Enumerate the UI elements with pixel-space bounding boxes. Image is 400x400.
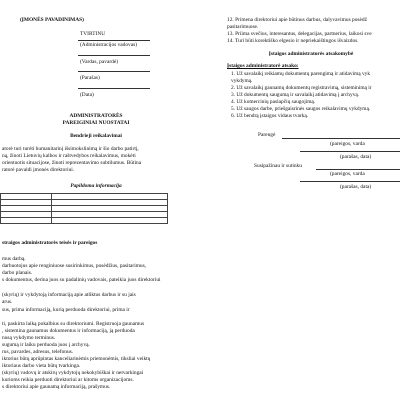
- doc-title-1: ADMINISTRATORĖS: [69, 113, 123, 119]
- rights-line: mus darbą.: [2, 256, 26, 262]
- top-list-line: pasitarimuose.: [227, 24, 259, 30]
- top-list-line: 12. Primena direktoriui apie būtinus darbus, dalyvavimus posėdž: [227, 17, 367, 23]
- intro-line-4: ratorė pavaldi įmonės direktoriui.: [2, 167, 75, 173]
- rights-line: nusą vykdymo terminus.: [2, 335, 56, 341]
- extra-info-table: [0, 193, 168, 224]
- left-page: [0, 0, 196, 400]
- rights-line: rus, pavardes, adresus, telefonus.: [2, 349, 74, 355]
- top-list-line: 13. Priima svečius, interesantus, delegacijas, partnerius, laikosi sve: [227, 31, 372, 37]
- resp-list-line: 5. Už saugos darbe, priešgaisrinės saugos reikalavimų vykdymą.: [231, 106, 371, 112]
- prepared-date-line: [300, 151, 400, 152]
- rights-line: , sistemina gaunamus dokumentus ir informaciją, ją perduoda: [2, 328, 135, 334]
- rights-line: s direktoriui apie gaunamą informaciją, prašymus.: [2, 384, 111, 390]
- read-caption: (pareigos, varda: [330, 171, 365, 177]
- rights-line: arus.: [2, 299, 13, 305]
- rights-line: iktoriaus darbo vieta būtų tvarkinga.: [2, 363, 81, 369]
- sign-field-3: (Parašas): [80, 75, 100, 81]
- sign-line-4: [78, 88, 150, 89]
- rights-line: s dokumentus, derina juos su padalinių vadovais, pateikia juos direktoriui: [2, 277, 161, 283]
- rights-line: sus, prima informaciją, kurią perduoda direktoriui, prima ir: [2, 307, 130, 313]
- rights-line: (skyrių) vadovų ir atskirų vykdytojų nekokybiškai ir netvarkingai: [2, 370, 144, 376]
- prepared-date-caption: (parašas, data): [340, 154, 372, 160]
- resp-list-line: 1. Už savalaikį reikiamų dokumentų parengimą ir atidavimą vyk: [231, 71, 371, 77]
- rights-line: darbuotojus apie renginiuose susirinkimus, posėdžius, pasitarimus,: [2, 263, 147, 269]
- sign-line-1: [78, 40, 150, 41]
- prepared-caption: (pareigos, varda: [330, 141, 365, 147]
- sign-field-2: (Vardas, pavardė): [80, 59, 119, 65]
- resp-list-line: 6. Už bendrą įstaigos vidaus tvarką.: [231, 113, 309, 119]
- read-date-line: [300, 181, 400, 182]
- intro-line-3: orientuotis situacijose, žinoti reprezentavimo subtilumus. Būtina: [2, 160, 142, 166]
- section-general: Bendrieji reikalavimai: [70, 133, 122, 139]
- prepared-line: [282, 138, 400, 139]
- rights-heading: straigos administratorės teisės ir pareigos: [2, 240, 98, 246]
- sign-line-2: [78, 55, 150, 56]
- top-list-line: 14. Turi būti korektiško elgesio ir nepriekaištingos išvaizdos.: [227, 38, 359, 44]
- resp-list-line: 4. Už komercinių paslapčių saugojimą.: [231, 99, 316, 105]
- right-page: [222, 0, 400, 400]
- sign-field-4: (Data): [80, 92, 94, 98]
- rights-line: darbo planais.: [2, 270, 33, 276]
- responsibility-heading: Įstaigos administratorės atsakomybė: [268, 51, 354, 57]
- intro-line-2: ną, žinoti Lietuvių kalbos ir raštvedybos reikalavimus, mokėti: [2, 153, 136, 159]
- sign-field-1: (Administracijos vadovas): [80, 42, 138, 48]
- prepared-label: Parengė: [258, 132, 276, 138]
- sign-line-3: [78, 71, 150, 72]
- resp-list-line: vykdymą.: [231, 78, 253, 84]
- rights-line: iktorius būtų aprūpintas kanceliarinėmis priemonėmis, tiksliai veiktų: [2, 356, 151, 362]
- approve-label: TVIRTINU: [80, 31, 106, 37]
- rights-line: (skyrių) ir vykdytoją informaciją apie atliktus darbus ir su jais: [2, 292, 136, 298]
- resp-list-line: 2. Už savalaikį gaunamų dokumentų registravimą, sisteminimą ir: [231, 85, 372, 91]
- read-line: [316, 169, 400, 170]
- company-name: (ĮMONĖS PAVADINIMAS): [20, 17, 84, 23]
- read-label: Susipažinau ir sutinku: [254, 163, 302, 169]
- responsibility-intro: Įstaigos administratorė atsako:: [227, 63, 299, 69]
- doc-title-2: PAREIGINIAI NUOSTATAI: [62, 120, 130, 126]
- intro-line-1: atorė turi turėti humanitarinį išsimokslinimą ir šio darbo patirtį,: [2, 146, 139, 152]
- rights-line: ti, paskirta laiką pokalbius su direktoriumi. Registruoja gaunamus: [2, 321, 145, 327]
- resp-list-line: 3. Už dokumentų saugumą ir savalaikį atidavimą į archyvą.: [231, 92, 360, 98]
- rights-line: sugumą ir laiku perduoda juos į archyvą.: [2, 342, 90, 348]
- extra-info-heading: Papildoma informacija: [70, 183, 122, 189]
- rights-line: kurioms reikia perduoti direktoriui ar kitoms organizacijoms.: [2, 377, 134, 383]
- read-date-caption: (parašas, data): [340, 184, 372, 190]
